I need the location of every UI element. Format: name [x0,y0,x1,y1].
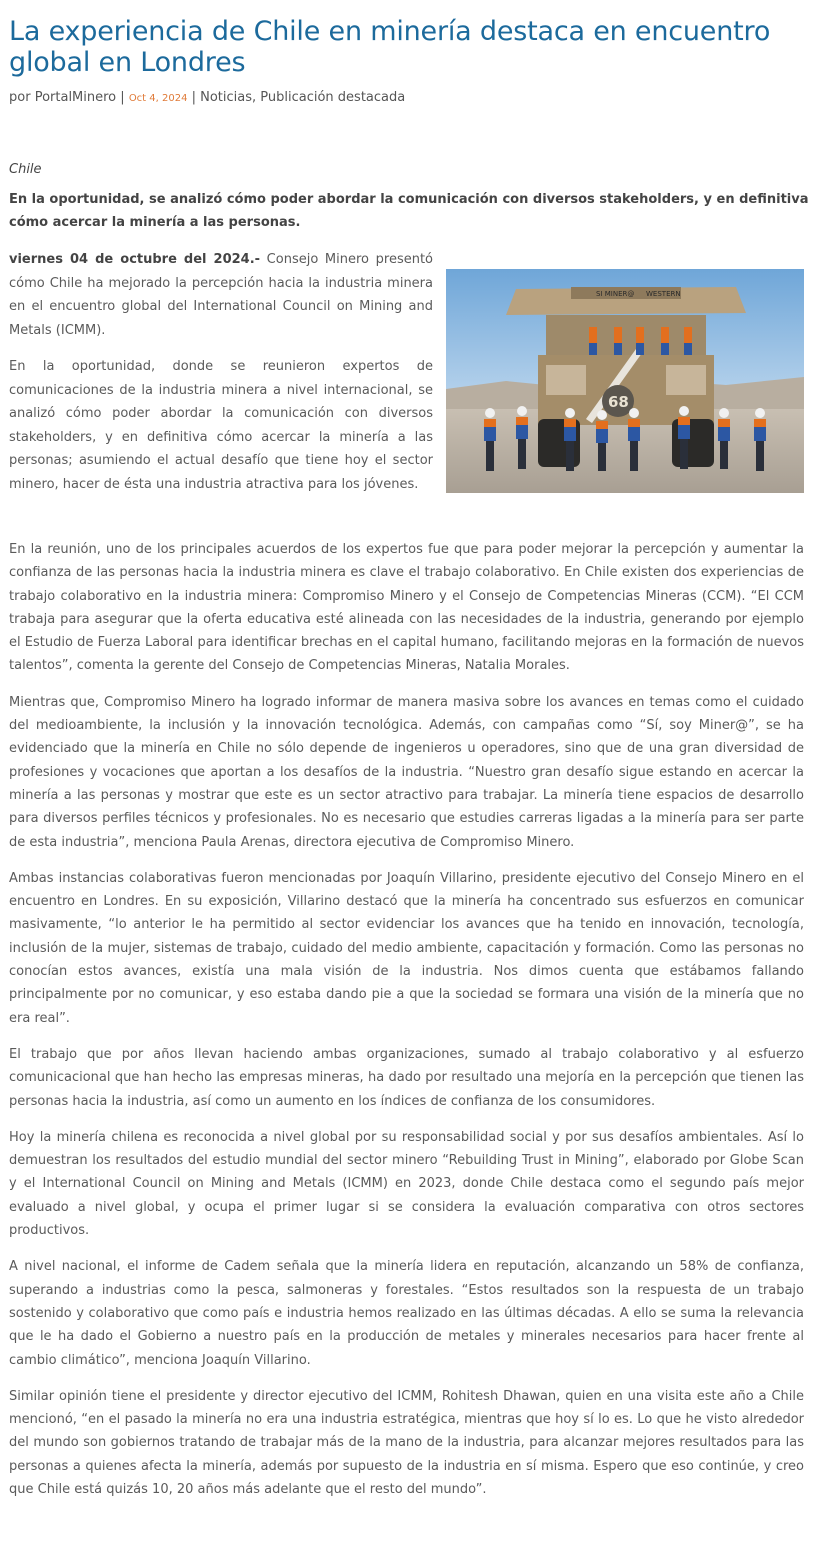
body-paragraph-7: Similar opinión tiene el presidente y director ejecutivo del ICMM, Rohitesh Dhawan, quien en una visita este año a Chile mencionó, “en el pasado la minería no era una industria estratégica, mientras que hoy sí lo es. Lo que he visto alrededor del mundo son gobiernos tratando de trabajar más de la mano de la industria, para alcanzar mejores resultados para las personas a quienes afecta la minería, además por supuesto de la industria en sí misma. Espero que eso continúe, y creo que Chile está quizás 10, 20 años más adelante que el resto del mundo”. [9,1388,804,1497]
body-paragraph-1: En la reunión, uno de los principales acuerdos de los expertos fue que para poder mejorar la percepción y aumentar la confianza de las personas hacia la industria minera es clave el trabajo colaborativo. En Chile existen dos experiencias de trabajo colaborativo en la industria minera: Compromiso Minero y el Consejo de Competencias Mineras (CCM). “El CCM trabaja para asegurar que la oferta educativa esté alineada con las necesidades de la industria, generando por ejemplo el Estudio de Fuerza Laboral para identificar brechas en el capital humano, facilitando mejoras en la formación de nuevos talentos”, comenta la gerente del Consejo de Competencias Mineras, Natalia Morales. [9,542,804,674]
intro-paragraph-1 [9,248,433,342]
body-paragraph-3: Ambas instancias colaborativas fueron mencionadas por Joaquín Villarino, presidente ejecutivo del Consejo Minero en el encuentro en Londres. En su exposición, Villarino destacó que la minería ha concentrado sus esfuerzos en comunicar masivamente, “lo anterior le ha permitido al sector evidenciar los avances que ha tenido en innovación, tecnología, inclusión de la mujer, sistemas de trabajo, cuidado del medio ambiente, capacitación y formación. Como las personas no conocían estos avances, existía una mala visión de la industria. Nos dimos cuenta que estábamos fallando principalmente por no comunicar, y eso estaba dando pie a que la sociedad se formara una visión de la minería que no era real”. [9,870,804,1026]
intro-paragraph-1-text: Consejo Minero presentó cómo Chile ha mejorado la percepción hacia la industria minera en el encuentro global del International Council on Mining and Metals (ICMM). [9,252,433,338]
dateline: viernes 04 de octubre del 2024.- [9,252,261,267]
body-paragraph-4: El trabajo que por años llevan haciendo ambas organizaciones, sumado al trabajo colaborativo y al esfuerzo comunicacional que han hecho las empresas mineras, ha dado por resultado una mejoría en la percepción que tienen las personas hacia la industria, así como un aumento en los índices de confianza de los consumidores. [9,1046,804,1109]
mining-truck-group-photo [446,269,804,493]
post-date: Oct 4, 2024 [128,93,188,104]
author-link[interactable]: PortalMinero [34,90,117,105]
body-paragraph-5: Hoy la minería chilena es reconocida a nivel global por su responsabilidad social y por sus desafíos ambientales. Así lo demuestran los resultados del estudio mundial del sector minero “Rebuilding Trust in Mining”, elaborado por Globe Scan y el International Council on Mining and Metals (ICMM) en 2023, donde Chile destaca como el segundo país mejor evaluado a nivel global, y ocupa el primer lugar si se considera la evaluación comparativa con otros sectores productivos. [9,1129,804,1239]
intro-column [9,248,433,509]
article-photo [446,269,804,493]
intro-paragraph-2: En la oportunidad, donde se reunieron expertos de comunicaciones de la industria minera a nivel internacional, se analizó cómo poder abordar la comunicación con diversos stakeholders, y en definitiva cómo acercar la minería a las personas; asumiendo el actual desafío que tiene hoy el sector minero, hacer de ésta una industria atractiva para los jóvenes. [9,359,433,492]
meta-separator: | [120,90,125,105]
category-links[interactable]: Noticias, Publicación destacada [200,90,406,105]
truck-sign-left: SI MINER@ [596,290,635,298]
article-body [9,538,804,1514]
body-paragraph-6: A nivel nacional, el informe de Cadem señala que la minería lidera en reputación, alcanzando un 58% de confianza, superando a industrias como la pesca, salmoneras y forestales. “Estos resultados son la respuesta de un trabajo sostenido y colaborativo que como país e industria hemos realizado en las últimas décadas. A ello se suma la relevancia que le ha dado el Gobierno a nuestro país en la producción de metales y minerales necesarios para hacer frente al cambio climático”, menciona Joaquín Villarino. [9,1259,804,1368]
article-lead: En la oportunidad, se analizó cómo poder abordar la comunicación con diversos stakeholders, y en definitiva cómo acercar la minería a las personas. [9,192,809,230]
post-meta [9,90,405,105]
by-prefix: por [9,90,31,105]
body-paragraph-2: Mientras que, Compromiso Minero ha logrado informar de manera masiva sobre los avances en temas como el cuidado del medioambiente, la inclusión y la innovación tecnológica. Además, con campañas como “Sí, soy Miner@”, se ha evidenciado que la minería en Chile no sólo depende de ingenieros u operadores, sino que de una gran diversidad de profesiones y vocaciones que aportan a los desafíos de la industria. “Nuestro gran desafío sigue estando en acercar la minería a las personas y mostrar que este es un sector atractivo para trabajar. La minería tiene espacios de desarrollo para diversos perfiles técnicos y profesionales. No es necesario que estudies carreras ligadas a la minería para ser parte de esta industria”, menciona Paula Arenas, directora ejecutiva de Compromiso Minero. [9,694,804,850]
truck-sign-right: WESTERN [646,290,681,298]
location-label: Chile [9,162,42,177]
meta-separator: | [191,90,196,105]
article-title: La experiencia de Chile en minería destaca en encuentro global en Londres [9,16,771,78]
truck-number: 68 [608,393,629,411]
